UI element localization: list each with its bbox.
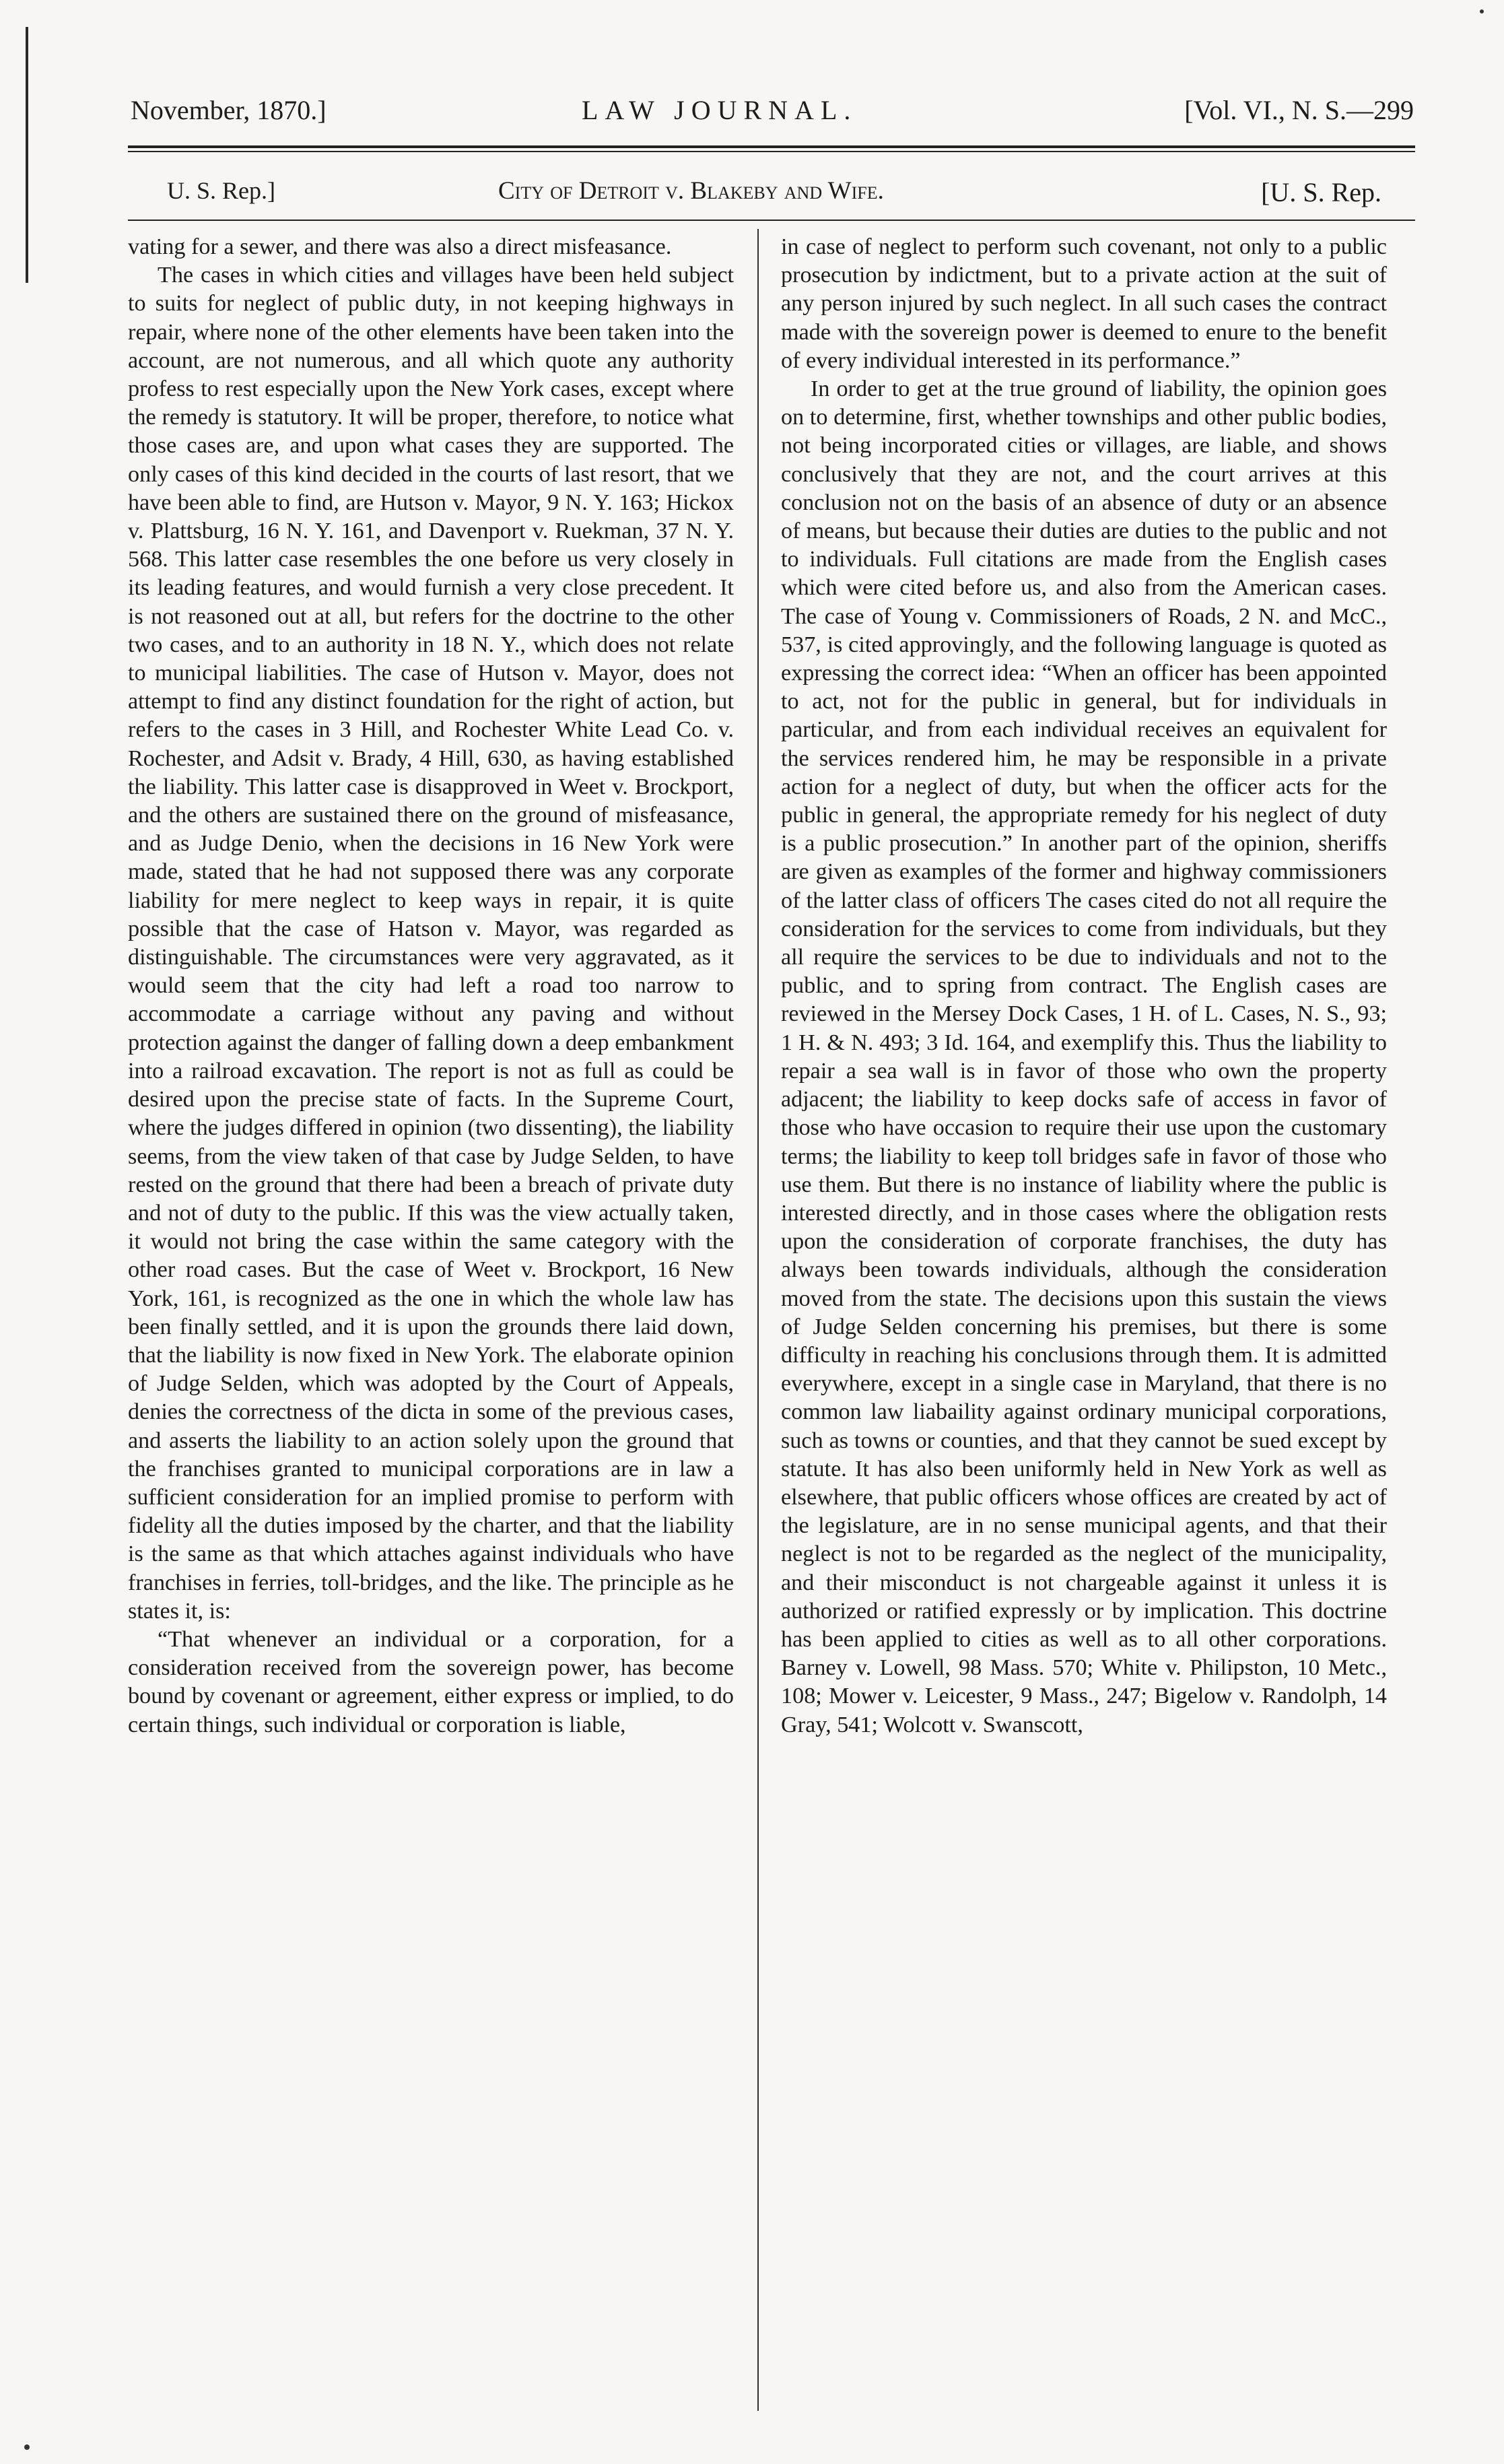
- column-divider: [757, 229, 759, 2411]
- scan-edge-line: [26, 27, 28, 283]
- left-column: [128, 233, 734, 2374]
- right-paragraph-2: In order to get at the true ground of liability, the opinion goes on to determine, first, whether townships and other public bodies, not being incorporated cities or villages, are liable, and shows conclusively that they are not, and the court arrives at this conclusion not on the basis of an absence of duty or an absence of means, but because their duties are duties to the public and not to individuals. Full citations are made from the English cases which were cited before us, and also from the American cases. The case of Young v. Commissioners of Roads, 2 N. and McC., 537, is cited approvingly, and the following language is quoted as expressing the correct idea: “When an officer has been appointed to act, not for the public in general, but for individuals in particular, and from each individual receives an equivalent for the services rendered him, he may be responsible in a private action for a neglect of duty, but when the officer acts for the public in general, the appropriate remedy for his neglect of duty is a public prosecution.” In another part of the opinion, sheriffs are given as examples of the former and highway commissioners of the latter class of officers The cases cited do not all require the consideration for the services to come from individuals, but they all require the services to be due to individuals and not to the public, and to spring from contract. The English cases are reviewed in the Mersey Dock Cases, 1 H. of L. Cases, N. S., 93; 1 H. & N. 493; 3 Id. 164, and exemplify this. Thus the liability to repair a sea wall is in favor of those who own the property adjacent; the liability to keep docks safe of access in favor of those who have occasion to require their use upon the customary terms; the liability to keep toll bridges safe in favor of those who use them. But there is no instance of liability where the public is interested directly, and in those cases where the obligation rests upon the consideration of corporate franchises, the duty has always been towards individuals, although the consideration moved from the state. The decisions upon this sustain the views of Judge Selden concerning his premises, but there is some difficulty in reaching his conclusions through them. It is admitted everywhere, except in a single case in Maryland, that there is no common law liabaility against ordinary municipal corporations, such as towns or counties, and that they cannot be sued except by statute. It has also been uniformly held in New York as well as elsewhere, that public officers whose offices are created by act of the legislature, are in no sense municipal agents, and that their neglect is not to be regarded as the neglect of the municipality, and their misconduct is not chargeable against it unless it is authorized or ratified expressly or by implication. This doctrine has been applied to cities as well as to all other corporations. Barney v. Lowell, 98 Mass. 570; White v. Philipston, 10 Metc., 108; Mower v. Leicester, 9 Mass., 247; Bigelow v. Randolph, 14 Gray, 541; Wolcott v. Swanscott,: [781, 376, 1387, 1737]
- header-date: November, 1870.]: [131, 95, 327, 125]
- left-paragraph-1: vating for a sewer, and there was also a direct misfeasance.: [128, 234, 672, 259]
- running-header: [131, 94, 1414, 137]
- header-journal-title: LAW JOURNAL.: [582, 95, 858, 125]
- subheader-reporter-right: [U. S. Rep.: [1261, 177, 1381, 207]
- left-paragraph-3: “That whenever an individual or a corporation, for a consideration received from the sovereign power, has become bound by covenant or agreement, either express or implied, to do certain things, such individual or corporation is liable,: [128, 1626, 734, 1737]
- scan-speck-bottom: [24, 2444, 30, 2450]
- case-header: [128, 176, 1415, 214]
- left-paragraph-2: The cases in which cities and villages have been held subject to suits for neglect of public duty, in not keeping highways in repair, where none of the other elements have been taken into the account, are not numerous, and all which quote any authority profess to rest especially upon the New York cases, except where the remedy is statutory. It will be proper, therefore, to notice what those cases are, and upon what cases they are supported. The only cases of this kind decided in the courts of last resort, that we have been able to find, are Hutson v. Mayor, 9 N. Y. 163; Hickox v. Plattsburg, 16 N. Y. 161, and Davenport v. Ruekman, 37 N. Y. 568. This latter case resembles the one before us very closely in its leading features, and would furnish a very close precedent. It is not reasoned out at all, but refers for the doctrine to the other two cases, and to an authority in 18 N. Y., which does not relate to municipal liabilities. The case of Hutson v. Mayor, does not attempt to find any distinct foundation for the right of action, but refers to the cases in 3 Hill, and Rochester White Lead Co. v. Rochester, and Adsit v. Brady, 4 Hill, 630, as having established the liability. This latter case is disapproved in Weet v. Brockport, and the others are sustained there on the ground of misfeasance, and as Judge Denio, when the decisions in 16 New York were made, stated that he had not supposed there was any corporate liability for mere neglect to keep ways in repair, it is quite possible that the case of Hatson v. Mayor, was regarded as distinguishable. The circumstances were very aggravated, as it would seem that the city had left a road too narrow to accommodate a carriage without any paving and without protection against the danger of falling down a deep embankment into a railroad excavation. The report is not as full as could be desired upon the precise state of facts. In the Supreme Court, where the judges differed in opinion (two dissenting), the liability seems, from the view taken of that case by Judge Selden, to have rested on the ground that there had been a breach of private duty and not of duty to the public. If this was the view actually taken, it would not bring the case within the same category with the other road cases. But the case of Weet v. Brockport, 16 New York, 161, is recognized as the one in which the whole law has been finally settled, and it is upon the grounds there laid down, that the liability is now fixed in New York. The elaborate opinion of Judge Selden, which was adopted by the Court of Appeals, denies the correctness of the dicta in some of the previous cases, and asserts the liability to an action solely upon the ground that the franchises granted to municipal corporations are in law a sufficient consideration for an implied promise to perform with fidelity all the duties imposed by the charter, and that the liability is the same as that which attaches against individuals who have franchises in ferries, toll-bridges, and the like. The principle as he states it, is:: [128, 263, 734, 1624]
- subheader-reporter-left: U. S. Rep.]: [167, 177, 275, 204]
- header-rule-thin: [128, 151, 1415, 152]
- subheader-rule: [128, 220, 1415, 221]
- header-volume-page: [Vol. VI., N. S.—299: [1184, 95, 1414, 125]
- scan-speck: [1480, 9, 1484, 13]
- right-column: [781, 233, 1387, 2374]
- header-rule-thick: [128, 145, 1415, 148]
- right-paragraph-1: in case of neglect to perform such covenant, not only to a public prosecution by indictment, but to a private action at the suit of any person injured by such neglect. In all such cases the contract made with the sovereign power is deemed to enure to the benefit of every individual interested in its performance.”: [781, 234, 1387, 373]
- subheader-case-title: City of Detroit v. Blakeby and Wife.: [498, 177, 884, 205]
